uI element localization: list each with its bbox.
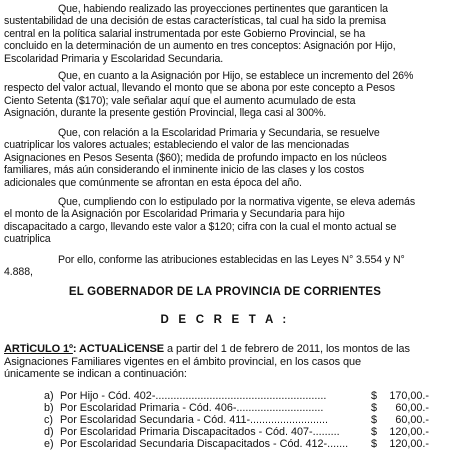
paragraph-1 [4, 3, 442, 65]
paragraph-line: Ciento Setenta ($170); vale señalar aquí que el aumento acumulado de esta [4, 94, 356, 107]
paragraph-line: Asignación, durante la presente gestión Provincial, llega casi al 300%. [4, 107, 327, 120]
paragraph-line: cuatriplicar los valores actuales; estableciendo el valor de las mencionadas [4, 139, 350, 152]
paragraph-line: Que, cumpliendo con lo estipulado por la normativa vigente, se eleva además [58, 196, 416, 208]
paragraph-line: Que, en cuanto a la Asignación por Hijo, se establece un incremento del 26% [58, 70, 414, 82]
item-currency: $ [371, 425, 378, 438]
list-item [44, 439, 429, 451]
item-letter: d) [44, 425, 54, 438]
item-currency: $ [371, 437, 378, 450]
item-description: Por Escolaridad Secundaria - Cód. 411-.......................... [60, 414, 329, 426]
item-letter: e) [44, 437, 54, 450]
governor-heading: EL GOBERNADOR DE LA PROVINCIA DE CORRIENTES [68, 286, 382, 298]
paragraph-2 [4, 70, 442, 120]
paragraph-line: cuatriplica [4, 233, 51, 246]
paragraph-line: Por ello, conforme las atribuciones establecidas en las Leyes N° 3.554 y N° [58, 254, 405, 266]
item-amount: 170,00.- [389, 390, 429, 402]
paragraph-line: Escolaridad Primaria y Escolaridad Secundaria. [4, 52, 224, 65]
list-item [44, 415, 429, 427]
paragraph-line: familiares, más aún considerando el inminente inicio de las clases y los costos [4, 164, 365, 177]
paragraph-line: sustentabilidad de una decisión de estas características, tal cual ha sido la premisa [4, 15, 386, 28]
paragraph-line: 4.888, [4, 266, 33, 279]
paragraph-line: respecto del valor actual, llevando el monto que se abona por este concepto a Pesos [4, 82, 395, 95]
paragraph-line: adicionales que comúnmente se afrontan en esta época del año. [4, 176, 302, 189]
item-currency: $ [371, 390, 378, 402]
article-keyword: ACTUALÍCENSE [79, 343, 165, 355]
item-letter: a) [44, 390, 54, 402]
article-line: Asignaciones Familiares vigentes en el ámbito provincial, en los casos que [4, 355, 362, 368]
item-description: Por Escolaridad Primaria - Cód. 406-............................. [60, 402, 324, 414]
item-description: Por Escolaridad Secundaria Discapacitados - Cód. 412-....... [60, 438, 349, 450]
item-amount: 60,00.- [395, 413, 429, 426]
paragraph-line: concluido en la determinación de un aumento en tres conceptos: Asignación por Hijo, [4, 40, 396, 53]
list-item [44, 403, 429, 415]
item-description: Por Escolaridad Primaria Discapacitados - Cód. 407-......... [60, 426, 340, 438]
paragraph-4 [4, 196, 442, 246]
item-amount: 120,00.- [389, 437, 429, 450]
paragraph-line: Que, habiendo realizado las proyecciones pertinentes que garanticen la [58, 3, 388, 15]
item-currency: $ [371, 401, 378, 414]
item-description: Por Hijo - Cód. 402-......................................................... [60, 391, 327, 402]
item-letter: c) [44, 413, 53, 426]
article-first-line: ARTÍCULO 1º: ACTUALÍCENSE a partir del 1 de febrero de 2011, los montos de las [4, 343, 410, 355]
paragraph-3 [4, 127, 442, 189]
paragraph-line: Que, con relación a la Escolaridad Primaria y Secundaria, se resuelve [58, 127, 380, 139]
article-label: ARTÍCULO 1º [4, 343, 73, 355]
paragraph-line: Asignaciones en Pesos Sesenta ($60); medida de profundo impacto en los núcleos [4, 151, 387, 164]
paragraph-line: discapacitado a cargo, llevando este valor a $120; cifra con la cual el monto actual se [4, 220, 397, 233]
item-amount: 60,00.- [395, 401, 429, 414]
item-letter: b) [44, 401, 54, 414]
item-amount: 120,00.- [389, 425, 429, 438]
list-item [44, 427, 429, 439]
item-currency: $ [371, 413, 378, 426]
paragraph-5 [4, 254, 442, 279]
paragraph-line: el monto de la Asignación por Escolaridad Primaria y Secundaria para hijo [4, 208, 345, 221]
paragraph-line: central en la política salarial instrumentada por este Gobierno Provincial, se ha [4, 27, 366, 40]
article-text: a partir del 1 de febrero de 2011, los montos de las [166, 343, 410, 355]
article-line: únicamente se indican a continuación: [4, 368, 187, 381]
allowance-list [44, 391, 429, 450]
decreta-heading: D E C R E T A : [160, 314, 290, 326]
article-1 [4, 343, 442, 381]
